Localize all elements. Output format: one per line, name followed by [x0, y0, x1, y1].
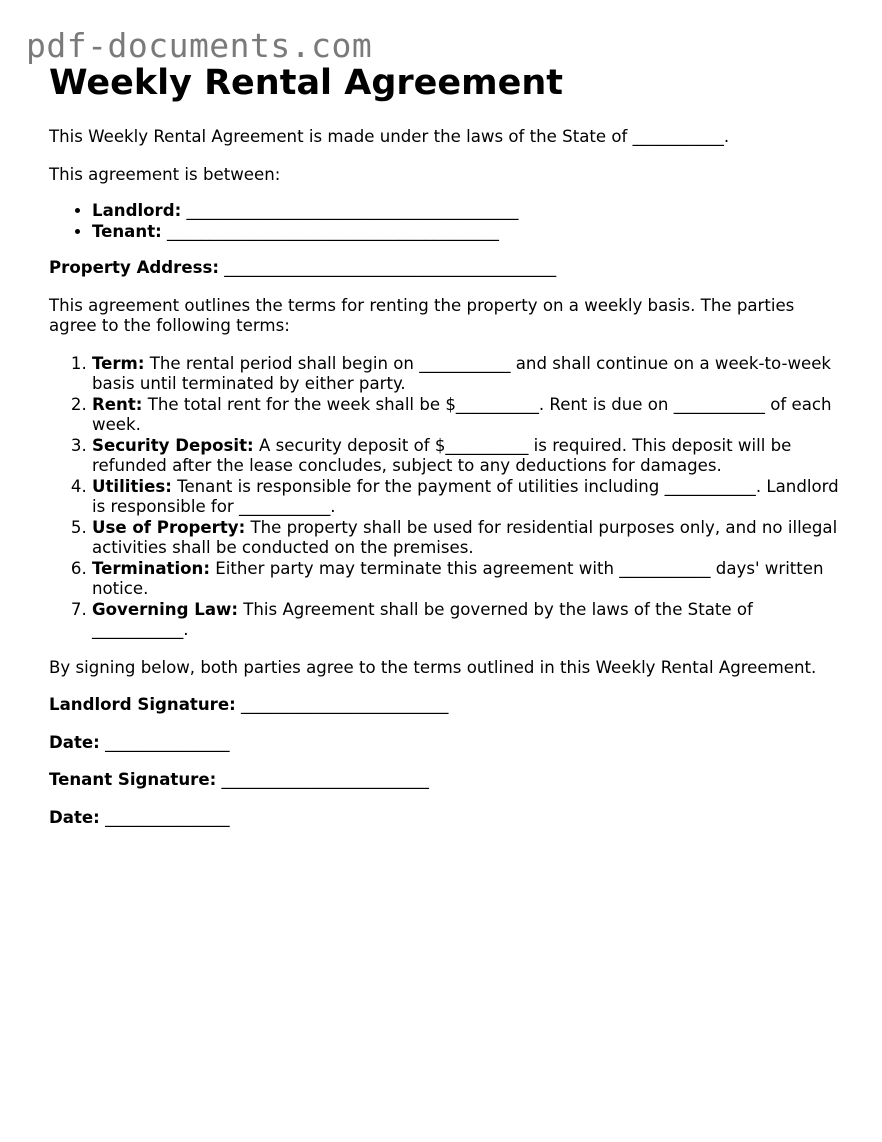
party-tenant — [92, 222, 839, 243]
party-blank: ________________________________________ — [186, 201, 519, 220]
term-label: Term: — [92, 353, 145, 373]
term-text: This Agreement shall be governed by the laws of the State of ___________. — [92, 599, 753, 639]
term-item — [92, 436, 839, 477]
term-label: Utilities: — [92, 476, 172, 496]
landlord-date-line — [49, 733, 839, 754]
parties-list — [49, 201, 839, 242]
date-label: Date: — [49, 807, 100, 827]
term-item — [92, 518, 839, 559]
document-page — [49, 60, 839, 828]
signature-label: Landlord Signature: — [49, 695, 236, 714]
term-text: The property shall be used for residential purposes only, and no illegal activities shall be conducted on the premises. — [92, 517, 838, 557]
party-blank: ________________________________________ — [167, 221, 499, 241]
term-text: The rental period shall begin on ___________ and shall continue on a week-to-week basis until terminated by either party. — [92, 353, 832, 393]
term-item — [92, 477, 839, 518]
term-item — [92, 354, 839, 395]
property-address — [49, 258, 839, 279]
tenant-date-line — [49, 808, 839, 829]
date-label: Date: — [49, 732, 100, 752]
property-address-label: Property Address: — [49, 258, 220, 277]
party-landlord — [92, 201, 839, 222]
term-label: Security Deposit: — [92, 435, 254, 455]
party-label: Landlord: — [92, 201, 182, 220]
term-text: Tenant is responsible for the payment of utilities including ___________. Landlord is responsible for ___________. — [92, 476, 839, 516]
term-item — [92, 395, 839, 436]
document-title: Weekly Rental Agreement — [49, 63, 563, 103]
signature-blank: _________________________ — [241, 695, 449, 714]
watermark: pdf-documents.com — [26, 26, 373, 65]
landlord-signature-line — [49, 695, 839, 716]
tenant-signature-line — [49, 770, 839, 791]
signature-label: Tenant Signature: — [49, 770, 217, 789]
term-label: Termination: — [92, 558, 211, 578]
term-text: The total rent for the week shall be $__________. Rent is due on ___________ of each week. — [92, 394, 832, 434]
term-item — [92, 559, 839, 600]
between-paragraph: This agreement is between: — [49, 164, 281, 184]
term-text: Either party may terminate this agreement with ___________ days' written notice. — [92, 558, 824, 598]
signature-blank: _________________________ — [221, 770, 429, 789]
date-blank: _______________ — [105, 732, 230, 752]
term-label: Use of Property: — [92, 517, 246, 537]
outline-paragraph: This agreement outlines the terms for renting the property on a weekly basis. The parties agree to the following terms: — [49, 295, 795, 335]
terms-list — [49, 354, 839, 641]
term-label: Rent: — [92, 394, 143, 414]
property-address-blank: ________________________________________ — [224, 258, 557, 277]
term-text: A security deposit of $__________ is required. This deposit will be refunded after the lease concludes, subject to any deductions for damages. — [92, 435, 792, 475]
date-blank: _______________ — [105, 807, 230, 827]
party-label: Tenant: — [92, 221, 162, 241]
signing-paragraph: By signing below, both parties agree to the terms outlined in this Weekly Rental Agreement. — [49, 657, 817, 677]
intro-paragraph: This Weekly Rental Agreement is made under the laws of the State of ___________. — [49, 127, 730, 146]
term-label: Governing Law: — [92, 599, 238, 619]
term-item — [92, 600, 839, 641]
